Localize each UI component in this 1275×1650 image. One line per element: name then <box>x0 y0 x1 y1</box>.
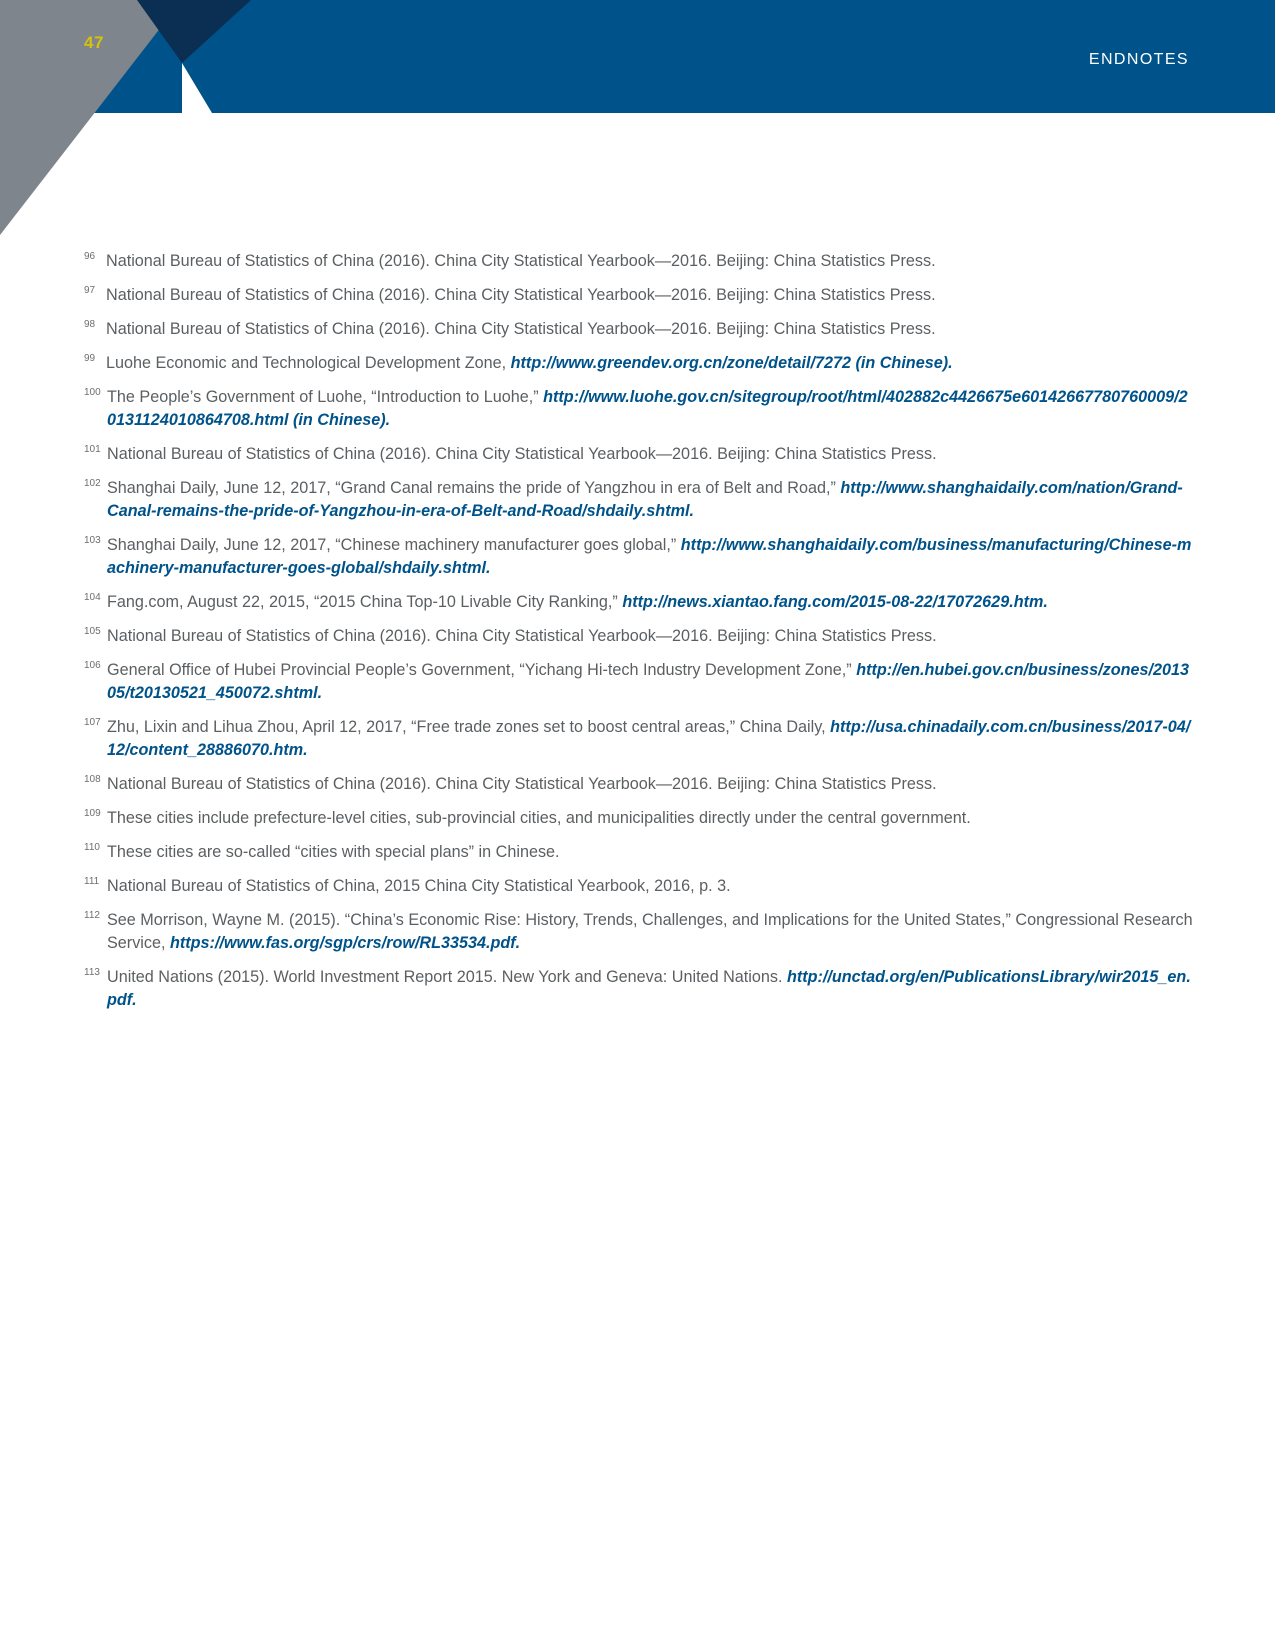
endnote-link[interactable]: https://www.fas.org/sgp/crs/row/RL33534.pdf. <box>169 934 521 952</box>
corner-decoration <box>0 0 260 240</box>
endnote-text: National Bureau of Statistics of China (2016). China City Statistical Yearbook—2016. Beijing: China Statistics Press. <box>106 252 936 270</box>
endnote-number: 106 <box>84 660 101 671</box>
endnote-number: 107 <box>84 717 101 728</box>
page-number: 47 <box>84 33 104 52</box>
endnote-number: 99 <box>84 353 96 364</box>
endnote-item <box>84 534 1194 580</box>
endnote-text: United Nations (2015). World Investment Report 2015. New York and Geneva: United Nations. <box>107 968 783 986</box>
endnote-item <box>84 386 1194 432</box>
endnote-number: 96 <box>84 251 96 262</box>
endnote-text: These cities are so-called “cities with special plans” in Chinese. <box>107 843 560 861</box>
endnote-number: 100 <box>84 387 101 398</box>
endnote-item <box>84 841 1194 864</box>
endnote-number: 109 <box>84 808 101 819</box>
endnote-link[interactable]: http://www.shanghaidaily.com/nation/Grand-Canal-remains-the-pride-of-Yangzhou-in-era-of-Belt-and-Road/shdaily.shtml. <box>107 479 1183 520</box>
endnote-number: 101 <box>84 444 101 455</box>
endnote-text: Zhu, Lixin and Lihua Zhou, April 12, 2017, “Free trade zones set to boost central areas,” China Daily, <box>107 718 826 736</box>
endnote-text: See Morrison, Wayne M. (2015). “China’s Economic Rise: History, Trends, Challenges, and Implications for the United States,” Congressional Research Service, <box>107 911 1193 952</box>
endnote-item <box>84 875 1194 898</box>
endnote-number: 105 <box>84 626 101 637</box>
endnote-link[interactable]: http://en.hubei.gov.cn/business/zones/201305/t20130521_450072.shtml. <box>107 661 1190 702</box>
endnote-text: Luohe Economic and Technological Development Zone, <box>106 354 507 372</box>
endnote-text: National Bureau of Statistics of China (2016). China City Statistical Yearbook—2016. Beijing: China Statistics Press. <box>107 775 937 793</box>
endnote-number: 104 <box>84 592 101 603</box>
endnote-text: Fang.com, August 22, 2015, “2015 China Top-10 Livable City Ranking,” <box>107 593 618 611</box>
endnote-item <box>84 773 1194 796</box>
endnotes-list <box>84 250 1194 1023</box>
section-title: ENDNOTES <box>1088 51 1189 68</box>
endnote-item <box>84 909 1194 955</box>
endnote-item <box>84 716 1194 762</box>
endnote-link[interactable]: http://news.xiantao.fang.com/2015-08-22/17072629.htm. <box>622 593 1048 611</box>
endnote-item <box>84 352 1194 375</box>
endnote-text: The People’s Government of Luohe, “Introduction to Luohe,” <box>107 388 539 406</box>
endnote-text: General Office of Hubei Provincial People’s Government, “Yichang Hi-tech Industry Development Zone,” <box>107 661 852 679</box>
endnote-text: National Bureau of Statistics of China (2016). China City Statistical Yearbook—2016. Beijing: China Statistics Press. <box>107 627 937 645</box>
endnote-item <box>84 659 1194 705</box>
endnote-text: National Bureau of Statistics of China (2016). China City Statistical Yearbook—2016. Beijing: China Statistics Press. <box>106 320 936 338</box>
endnote-number: 110 <box>84 842 100 853</box>
endnote-item <box>84 250 1194 273</box>
endnote-number: 102 <box>84 478 101 489</box>
endnote-number: 112 <box>84 910 100 921</box>
endnote-number: 103 <box>84 535 101 546</box>
endnote-link[interactable]: http://www.shanghaidaily.com/business/manufacturing/Chinese-machinery-manufacturer-goes-global/shdaily.shtml. <box>107 536 1192 577</box>
endnote-item <box>84 443 1194 466</box>
endnote-text: National Bureau of Statistics of China, 2015 China City Statistical Yearbook, 2016, p. 3. <box>107 877 731 895</box>
endnote-link[interactable]: http://www.luohe.gov.cn/sitegroup/root/html/402882c4426675e60142667780760009/20131124010864708.html (in Chinese). <box>107 388 1188 429</box>
endnote-text: Shanghai Daily, June 12, 2017, “Grand Canal remains the pride of Yangzhou in era of Belt and Road,” <box>107 479 836 497</box>
endnote-text: National Bureau of Statistics of China (2016). China City Statistical Yearbook—2016. Beijing: China Statistics Press. <box>107 445 937 463</box>
endnote-text: National Bureau of Statistics of China (2016). China City Statistical Yearbook—2016. Beijing: China Statistics Press. <box>106 286 936 304</box>
endnote-number: 108 <box>84 774 101 785</box>
endnote-link[interactable]: http://unctad.org/en/PublicationsLibrary/wir2015_en.pdf. <box>107 968 1191 1009</box>
endnote-number: 113 <box>84 967 100 978</box>
endnote-text: Shanghai Daily, June 12, 2017, “Chinese machinery manufacturer goes global,” <box>107 536 677 554</box>
endnote-number: 97 <box>84 285 96 296</box>
endnote-item <box>84 591 1194 614</box>
endnote-item <box>84 477 1194 523</box>
endnote-number: 98 <box>84 319 96 330</box>
endnote-link[interactable]: http://usa.chinadaily.com.cn/business/2017-04/12/content_28886070.htm. <box>107 718 1191 759</box>
endnote-link[interactable]: http://www.greendev.org.cn/zone/detail/7272 (in Chinese). <box>510 354 953 372</box>
endnote-item <box>84 625 1194 648</box>
endnote-item <box>84 318 1194 341</box>
endnote-number: 111 <box>84 876 100 887</box>
endnote-item <box>84 966 1194 1012</box>
endnote-item <box>84 284 1194 307</box>
white-notch <box>182 63 212 113</box>
endnote-text: These cities include prefecture-level cities, sub-provincial cities, and municipalities directly under the central government. <box>107 809 971 827</box>
endnote-item <box>84 807 1194 830</box>
